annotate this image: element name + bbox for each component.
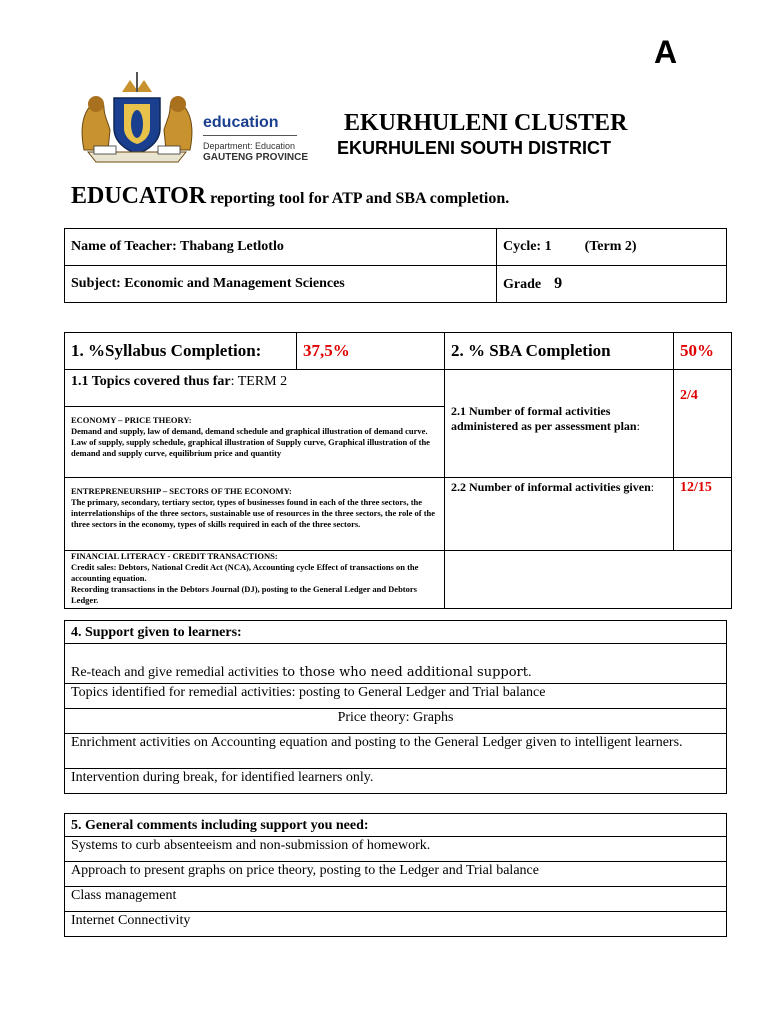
comment-row-3: [65, 887, 727, 912]
document-version-label: A: [654, 34, 678, 70]
topic-economy-line-1: Demand and supply, law of demand, demand schedule and graphical illustration of demand curve.: [71, 426, 428, 436]
support-row-2: [65, 684, 727, 709]
formal-activities-value: 2/4: [680, 388, 698, 403]
subject-value: Subject: Economic and Management Sciences: [71, 276, 345, 291]
support-row-4-text: Enrichment activities on Accounting equation and posting to the General Ledger given to intelligent learners.: [71, 735, 683, 750]
support-row-1-text-a: Re-teach and give remedial activities: [71, 665, 283, 680]
informal-activities-label: 2.2 Number of informal activities given: [451, 480, 651, 494]
document-title-rest: reporting tool for ATP and SBA completion.: [206, 190, 510, 207]
comment-row-2-text: Approach to present graphs on price theory, posting to the Ledger and Trial balance: [71, 863, 539, 878]
support-row-5-text: Intervention during break, for identified learners only.: [71, 770, 374, 785]
cluster-heading: EKURHULENI CLUSTER: [344, 110, 628, 136]
district-heading: EKURHULENI SOUTH DISTRICT: [337, 138, 611, 158]
teacher-name: Name of Teacher: Thabang Letlotlo: [71, 239, 284, 254]
general-comments-table: [64, 813, 727, 937]
informal-activities-cell: [445, 478, 674, 551]
topic-entrepreneurship-cell: [65, 478, 445, 551]
grade-value: 9: [554, 275, 563, 292]
topic-financial-literacy-line-1: Credit sales: Debtors, National Credit Act (NCA), Accounting cycle Effect of transactions on the accounting equation.: [71, 562, 419, 583]
sba-completion-label-cell: [445, 333, 674, 370]
informal-activities-value-cell: [674, 478, 732, 551]
topic-entrepreneurship-heading: ENTREPRENEURSHIP – SECTORS OF THE ECONOMY:: [71, 486, 292, 496]
comment-row-4-text: Internet Connectivity: [71, 913, 191, 928]
formal-activities-cell: [445, 370, 674, 478]
cycle-value: Cycle: 1: [503, 239, 552, 254]
comments-heading: 5. General comments including support you need:: [71, 817, 369, 833]
support-row-1-text-b: to those who need additional support: [282, 665, 528, 680]
support-row-2-text: Topics identified for remedial activities: posting to General Ledger and Trial balance: [71, 685, 546, 700]
informal-activities-value: 12/15: [680, 480, 712, 495]
topic-economy-line-2: Law of supply, supply schedule, graphical illustration of Supply curve, Graphical illustration of the demand and supply curve, equilibrium price and quantity: [71, 437, 430, 458]
topic-financial-literacy-line-2: Recording transactions in the Debtors Journal (DJ), posting to the General Ledger and Debtors Ledger.: [71, 584, 417, 605]
sba-completion-value: 50%: [680, 341, 714, 360]
grade-cell: [497, 266, 727, 303]
comment-row-4: [65, 912, 727, 937]
informal-activities-colon: :: [650, 480, 655, 494]
support-row-3: [65, 709, 727, 734]
topic-economy-heading: ECONOMY – PRICE THEORY:: [71, 415, 192, 425]
comment-row-1: [65, 837, 727, 862]
comment-row-1-text: Systems to curb absenteeism and non-submission of homework.: [71, 838, 431, 853]
comment-row-3-text: Class management: [71, 888, 177, 903]
support-row-3-text: Price theory: Graphs: [337, 710, 454, 725]
support-row-4: [65, 734, 727, 769]
support-row-5: [65, 769, 727, 794]
support-heading-cell: [65, 621, 727, 644]
logo-education-text: education: [203, 114, 279, 131]
formal-activities-label: 2.1 Number of formal activities administered as per assessment plan: [451, 404, 637, 433]
comments-heading-cell: [65, 814, 727, 837]
formal-activities-colon: :: [636, 419, 640, 433]
syllabus-completion-value-cell: [297, 333, 445, 370]
topics-covered-label: 1.1 Topics covered thus far: [71, 374, 231, 389]
teacher-info-table: [64, 228, 727, 303]
document-title: [71, 183, 509, 210]
topic-economy-cell: [65, 407, 445, 478]
formal-activities-value-cell: [674, 370, 732, 478]
completion-table: [64, 332, 732, 609]
support-row-1-text-c: .: [527, 665, 532, 680]
syllabus-completion-value: 37,5%: [303, 341, 350, 360]
teacher-name-cell: [65, 229, 497, 266]
support-heading: 4. Support given to learners:: [71, 624, 242, 640]
syllabus-completion-label-cell: [65, 333, 297, 370]
term-value: (Term 2): [584, 239, 637, 254]
subject-cell: [65, 266, 497, 303]
logo-province-text: GAUTENG PROVINCE: [203, 152, 309, 163]
logo-divider: [203, 135, 297, 136]
syllabus-completion-label: 1. %Syllabus Completion:: [71, 341, 262, 360]
topics-covered-cell: [65, 370, 445, 407]
coat-of-arms-icon: [74, 70, 200, 166]
gauteng-education-logo: [74, 70, 309, 166]
sba-completion-label: 2. % SBA Completion: [451, 341, 611, 360]
learner-support-table: [64, 620, 727, 794]
sba-completion-value-cell: [674, 333, 732, 370]
document-title-main: EDUCATOR: [71, 183, 207, 209]
cycle-cell: [497, 229, 727, 266]
topics-covered-term: : TERM 2: [230, 374, 288, 389]
support-row-1: [65, 644, 727, 684]
topic-entrepreneurship-line-1: The primary, secondary, tertiary sector, types of businesses found in each of the three sectors, the interrelationships of the three sectors, sustainable use of resources in the three sectors, the role of the three sectors in the economy, types of skills required in each of the three sectors.: [71, 497, 436, 529]
topic-financial-literacy-cell: [65, 551, 445, 609]
empty-cell: [445, 551, 732, 609]
logo-department-text: Department: Education: [203, 141, 296, 151]
grade-label: Grade: [503, 277, 542, 292]
topic-financial-literacy-heading: FINANCIAL LITERACY - CREDIT TRANSACTIONS:: [71, 551, 278, 561]
comment-row-2: [65, 862, 727, 887]
